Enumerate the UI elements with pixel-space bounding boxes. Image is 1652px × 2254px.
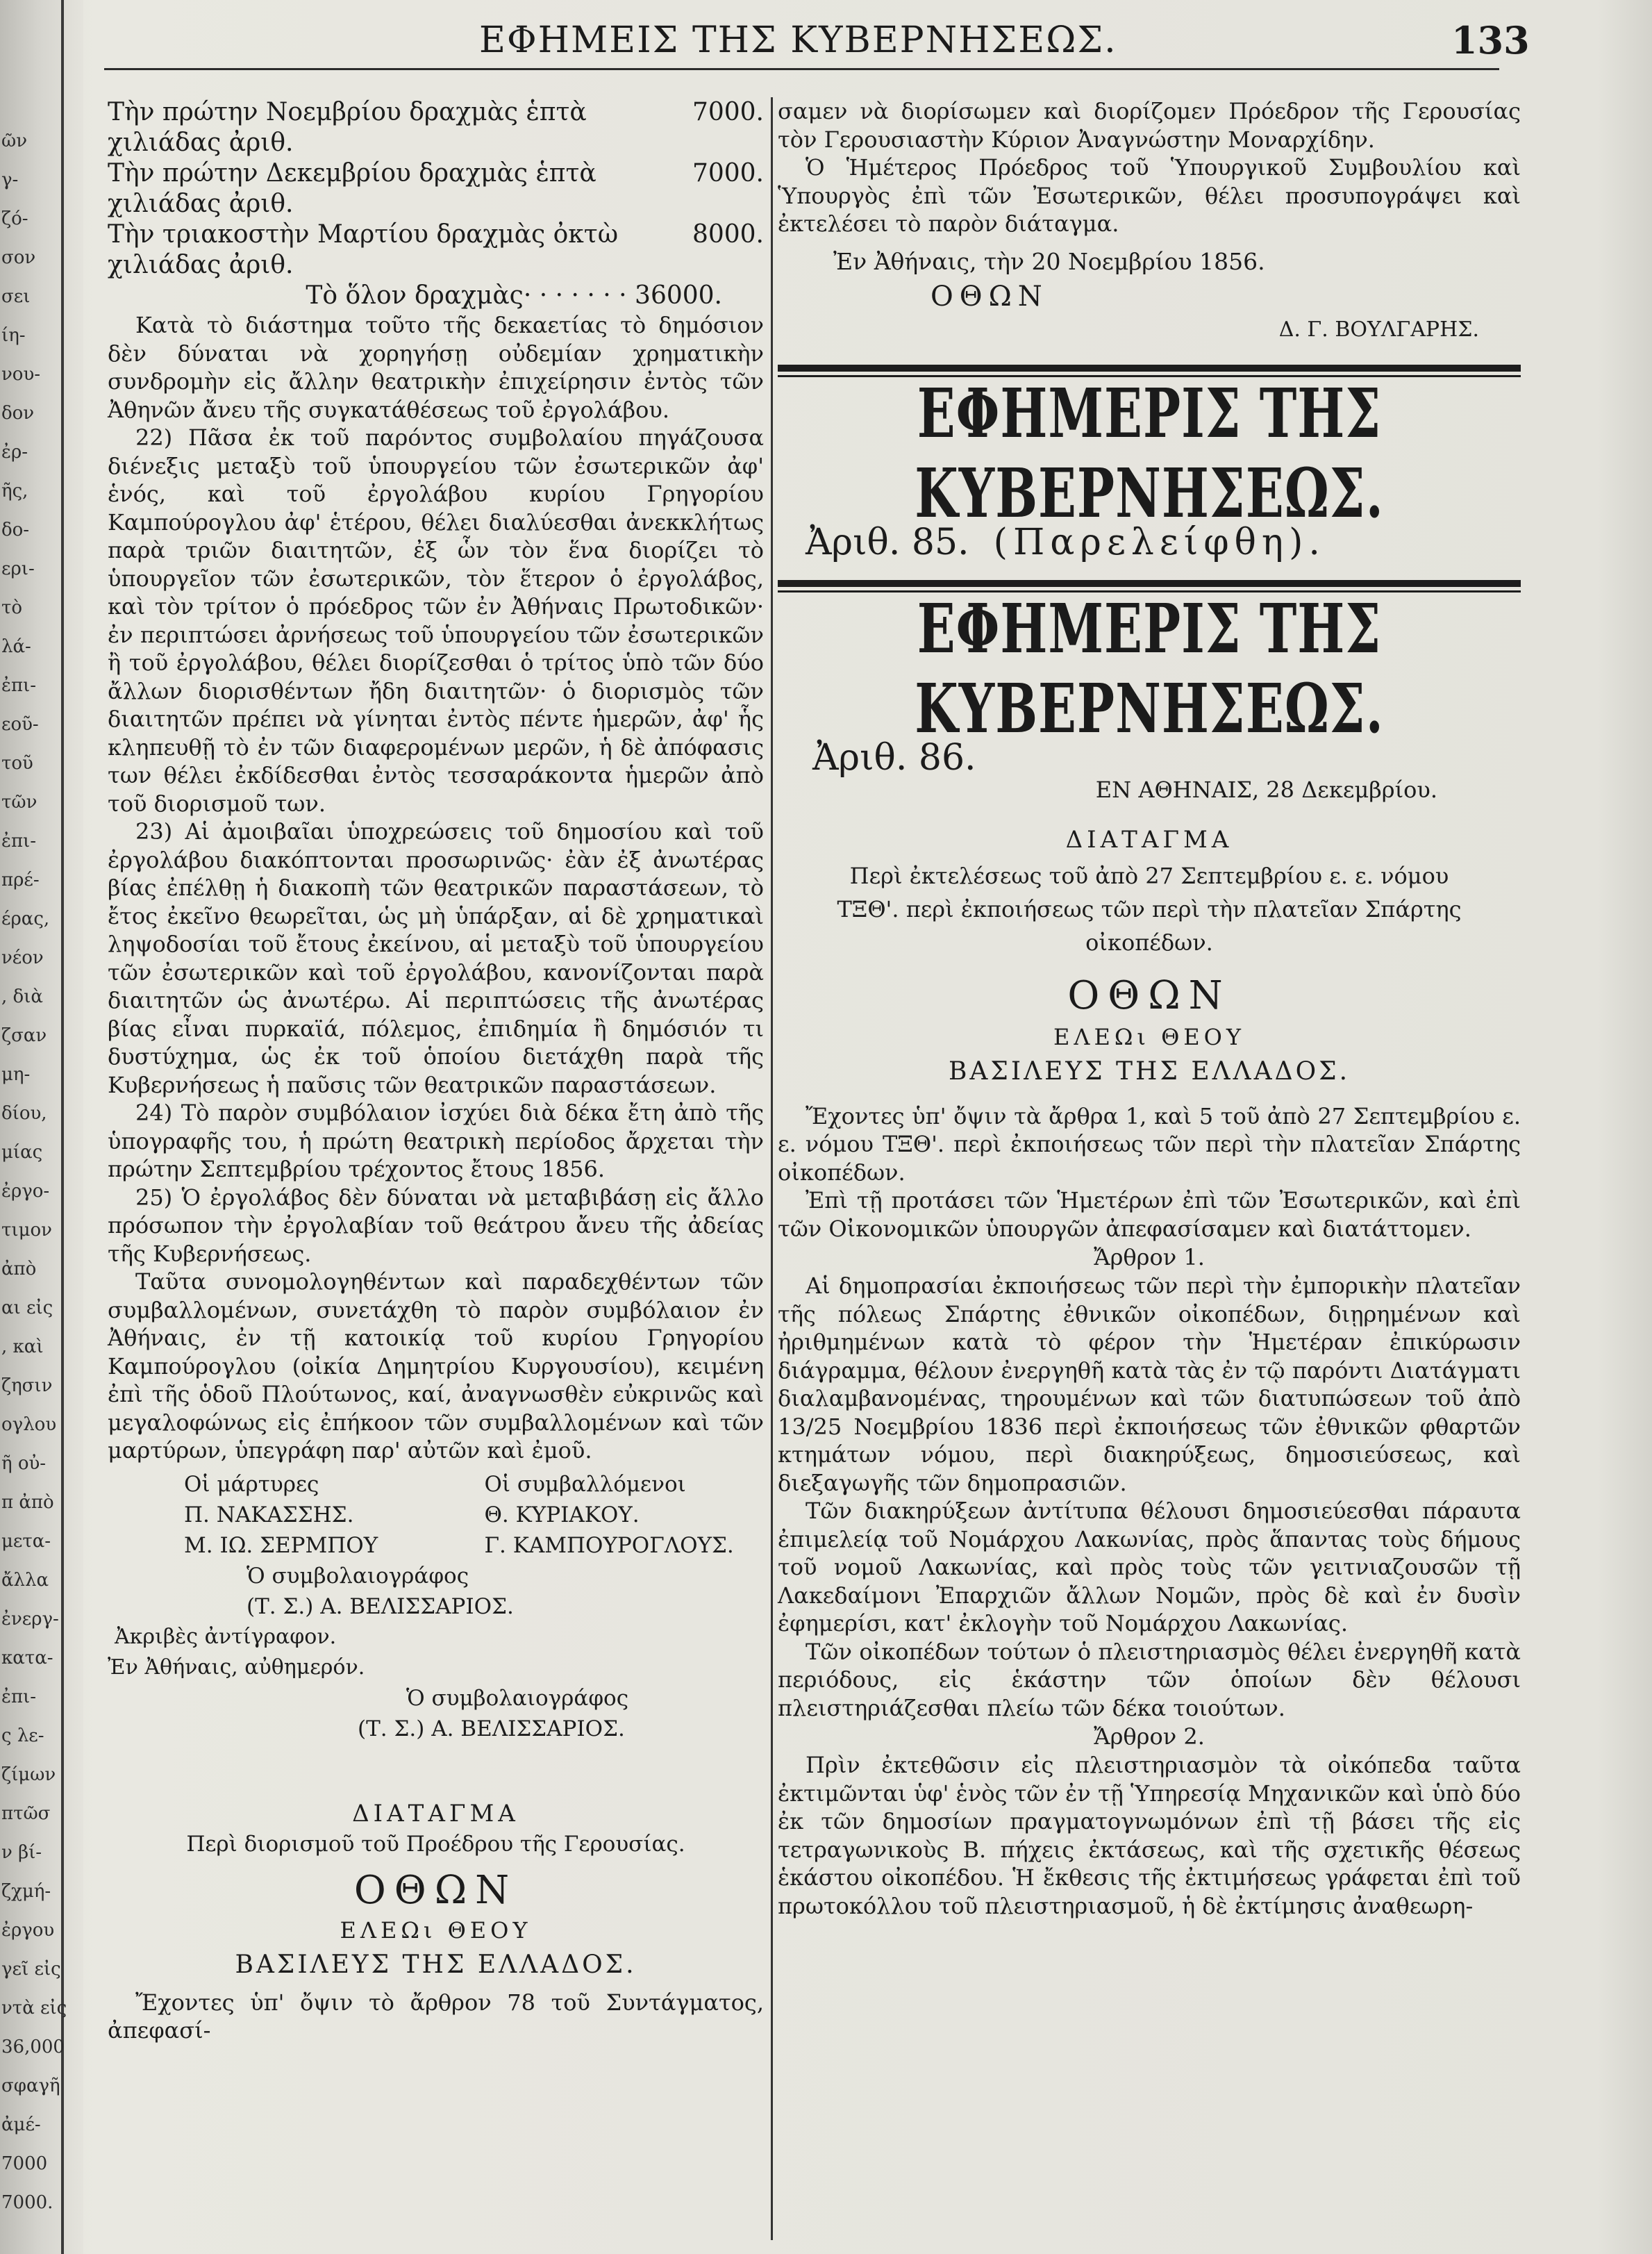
decree-text-start: Ἔχοντες ὑπ' ὄψιν τὸ ἄρθρον 78 τοῦ Συντάγματος, ἀπεφασί- bbox=[108, 1989, 764, 2044]
payment-amount: 7000. bbox=[692, 98, 764, 126]
issue-omitted-note: (Παρελείφθη). bbox=[993, 521, 1326, 563]
spine-fragment: ἀπὸ bbox=[1, 1259, 37, 1279]
spine-fragment: 7000. bbox=[1, 2192, 53, 2213]
article-1-paragraph: Τῶν οἰκοπέδων τούτων ὁ πλειστηριασμὸς θέλει ἐνεργηθῆ κατὰ περιόδους, εἰς ἑκάστην τῶν ὁποίων δὲν θέλουσι πλειστηριάζεσθαι πλείω τῶν δέκα τοιούτων. bbox=[778, 1638, 1521, 1721]
spine-fragment: μετα- bbox=[1, 1531, 51, 1552]
notary-label: Ὁ συμβολαιογράφος bbox=[247, 1563, 469, 1589]
spine-fragment: ἐργου bbox=[1, 1920, 55, 1941]
by-grace-of-god: ΕΛΕΩι ΘΕΟΥ bbox=[340, 1916, 532, 1944]
minister-clause: Ὁ Ἡμέτερος Πρόεδρος τοῦ Ὑπουργικοῦ Συμβουλίου καὶ Ὑπουργὸς ἐπὶ τῶν Ἐσωτερικῶν, θέλει προσυπογράψει καὶ ἐκτελέσει τὸ παρὸν διάταγμα. bbox=[778, 154, 1521, 237]
payment-label: Τὴν τριακοστὴν Μαρτίου δραχμὰς ὀκτὼ χιλιάδας ἀριθ. bbox=[108, 220, 619, 279]
party-name: Θ. ΚΥΡΙΑΚΟΥ. bbox=[484, 1502, 640, 1527]
king-signature: ΟΘΩΝ bbox=[931, 280, 1049, 313]
spine-fragment: ῆς, bbox=[1, 481, 28, 502]
countersignature: Δ. Γ. ΒΟΥΛΓΑΡΗΣ. bbox=[1278, 317, 1479, 342]
payment-total: Τὸ ὅλον δραχμὰς· · · · · · · 36000. bbox=[306, 281, 722, 310]
spine-fragment: ἐπι- bbox=[1, 1687, 37, 1707]
header-rule bbox=[104, 68, 1499, 70]
king-name: ΟΘΩΝ bbox=[1067, 972, 1231, 1018]
spine-fragment: ἐνεργ- bbox=[1, 1609, 59, 1630]
payment-label: Τὴν πρώτην Δεκεμβρίου δραχμὰς ἑπτὰ χιλιάδας ἀριθ. bbox=[108, 159, 596, 218]
witness-name: Μ. ΙΩ. ΣΕΡΜΠΟΥ bbox=[184, 1532, 378, 1558]
payment-row bbox=[108, 219, 764, 281]
decree-proposal: Ἐπὶ τῇ προτάσει τῶν Ἡμετέρων ἐπὶ τῶν Ἐσωτερικῶν, καὶ ἐπὶ τῶν Οἰκονομικῶν ὑπουργῶν ἀπεφασίσαμεν καὶ διατάττομεν. bbox=[778, 1187, 1521, 1242]
by-grace-of-god: ΕΛΕΩι ΘΕΟΥ bbox=[1053, 1023, 1246, 1050]
spine-fragment: δο- bbox=[1, 520, 30, 540]
spine-fragment: γ- bbox=[1, 169, 19, 190]
party-name: Γ. ΚΑΜΠΟΥΡΟΓΛΟΥΣ. bbox=[484, 1532, 734, 1558]
spine-fragment: ίη- bbox=[1, 325, 26, 346]
signatures bbox=[108, 1469, 764, 1561]
spine-fragment: μη- bbox=[1, 1064, 31, 1085]
spine-fragment: ῆ οὐ- bbox=[1, 1453, 47, 1474]
spine-fragment: δίου, bbox=[1, 1103, 47, 1124]
article-heading: Ἄρθρον 2. bbox=[1094, 1723, 1205, 1750]
spine-fragment: νου- bbox=[1, 364, 41, 385]
spine-fragment: σον bbox=[1, 247, 36, 268]
paragraph-article-24: 24) Τὸ παρὸν συμβόλαιον ἰσχύει διὰ δέκα ἔτη ἀπὸ τῆς ὑπογραφῆς του, ἡ πρώτη θεατρικὴ περίοδος ἄρχεται τὴν πρώτην Σεπτεμβρίου τρέχοντος ἔτους 1856. bbox=[108, 1100, 764, 1182]
spine-fragment: μίας bbox=[1, 1142, 43, 1163]
article-1-paragraph: Τῶν διακηρύξεων ἀντίτυπα θέλουσι δημοσιεύεσθαι πάραυτα ἐπιμελείᾳ τοῦ Νομάρχου Λακωνίας, πρὸς ἅπαντας τοὺς δήμους τοῦ νομοῦ Λακωνίας, καὶ πρὸς τοὺς τῶν γειτνιαζουσῶν τῇ Λακεδαίμονι Ἐπαρχιῶν ἄλλων Νομῶν, πρὸς δὲ καὶ ἐν δυσὶν ἐφημερίσι, κατ' ἐκλογὴν τοῦ Νομάρχου Λακωνίας. bbox=[778, 1498, 1521, 1636]
decree-subject: Περὶ διορισμοῦ τοῦ Προέδρου τῆς Γερουσίας. bbox=[186, 1831, 685, 1857]
paragraph-closing: Ταῦτα συνομολογηθέντων καὶ παραδεχθέντων τῶν συμβαλλομένων, συνετάχθη τὸ παρὸν συμβόλαιον ἐν Ἀθήναις, ἐν τῇ κατοικίᾳ τοῦ κυρίου Γρηγορίου Καμπούρογλου (οἰκία Δημητρίου Κυργουσίου), κειμένη ἐπὶ τῆς ὁδοῦ Πλούτωνος, καί, ἀναγνωσθὲν εὐκρινῶς καὶ μεγαλοφώνως εἰς ἐπήκοον τῶν συμβαλλομένων καὶ τῶν μαρτύρων, ὑπεγράφη παρ' αὐτῶν καὶ ἐμοῦ. bbox=[108, 1268, 764, 1464]
spine-fragment: ς λε- bbox=[1, 1725, 44, 1746]
payment-amount: 8000. bbox=[692, 220, 764, 249]
payment-label: Τὴν πρώτην Νοεμβρίου δραχμὰς ἑπτὰ χιλιάδας ἀριθ. bbox=[108, 98, 587, 157]
spine-fragment: νέον bbox=[1, 947, 44, 968]
spine-fragment: ἐργο- bbox=[1, 1181, 50, 1202]
issue-date: ΕΝ ΑΘΗΝΑΙΣ, 28 Δεκεμβρίου. bbox=[1095, 776, 1437, 803]
right-column bbox=[778, 97, 1521, 1920]
payment-row bbox=[108, 158, 764, 219]
decree-preamble: Ἔχοντες ὑπ' ὄψιν τὰ ἄρθρα 1, καὶ 5 τοῦ ἀπὸ 27 Σεπτεμβρίου ε. ε. νόμου ΤΞΘ'. περὶ ἐκποιήσεως τῶν περὶ τὴν πλατεῖαν Σπάρτης οἰκοπέδων. bbox=[778, 1102, 1521, 1186]
spine-fragment: 36,000 bbox=[1, 2037, 65, 2057]
spine-fragment: ἐπι- bbox=[1, 831, 37, 852]
witnesses-label: Οἱ μάρτυρες bbox=[184, 1471, 319, 1497]
paragraph-article-25: 25) Ὁ ἐργολάβος δὲν δύναται νὰ μεταβιβάσῃ εἰς ἄλλο πρόσωπον τὴν ἐργολαβίαν τοῦ θεάτρου ἄνευ τῆς ἀδείας τῆς Κυβερνήσεως. bbox=[108, 1184, 764, 1267]
notary-signature: (Τ. Σ.) Α. ΒΕΛΙΣΣΑΡΙΟΣ. bbox=[247, 1593, 514, 1619]
adjacent-page-edge bbox=[0, 0, 83, 2254]
decree-title: ΔΙΑΤΑΓΜΑ bbox=[352, 1799, 519, 1828]
spine-fragment: λά- bbox=[1, 636, 31, 657]
spine-fragment: ερι- bbox=[1, 558, 35, 579]
issue-number: Ἀριθ. 86. bbox=[812, 736, 976, 779]
masthead-issue-86: ΕΦΗΜΕΡΙΣ ΤΗΣ ΚΥΒΕΡΝΗΣΕΩΣ. bbox=[915, 588, 1384, 748]
spine-fragment: τιμον bbox=[1, 1220, 52, 1241]
notary-label: Ὁ συμβολαιογράφος bbox=[406, 1685, 629, 1711]
kingdom-title: ΒΑΣΙΛΕΥΣ ΤΗΣ ΕΛΛΑΔΟΣ. bbox=[235, 1950, 637, 1979]
spine-fragment: γεῖ εἰς bbox=[1, 1959, 61, 1980]
spine-fragment: έρας, bbox=[1, 909, 50, 929]
spine-fragment: 7000 bbox=[1, 2153, 48, 2174]
payment-schedule bbox=[108, 97, 764, 311]
spine-fragment: αι εἰς bbox=[1, 1298, 53, 1318]
spine-fragment: πρέ- bbox=[1, 870, 40, 890]
decree-text-continued: σαμεν νὰ διορίσωμεν καὶ διορίζομεν Πρόεδρον τῆς Γερουσίας τὸν Γερουσιαστὴν Κύριον Ἀναγνώστην Μοναρχίδην. bbox=[778, 98, 1521, 153]
article-heading: Ἄρθρον 1. bbox=[1094, 1244, 1205, 1270]
spine-fragment: , καὶ bbox=[1, 1336, 44, 1357]
spine-fragment: ζησιν bbox=[1, 1375, 53, 1396]
kingdom-title: ΒΑΣΙΛΕΥΣ ΤΗΣ ΕΛΛΑΔΟΣ. bbox=[948, 1056, 1351, 1086]
spine-fragment: τῶν bbox=[1, 792, 37, 813]
page-number: 133 bbox=[1451, 18, 1530, 63]
true-copy-note: Ἀκριβὲς ἀντίγραφον. bbox=[115, 1624, 337, 1649]
payment-amount: 7000. bbox=[692, 159, 764, 188]
spine-fragment: ῶν bbox=[1, 131, 28, 151]
spine-fragment: ἐπι- bbox=[1, 675, 37, 696]
spine-fragment: σει bbox=[1, 286, 31, 307]
spine-fragment: , διὰ bbox=[1, 986, 43, 1007]
article-2-paragraph: Πρὶν ἐκτεθῶσιν εἰς πλειστηριασμὸν τὰ οἰκόπεδα ταῦτα ἐκτιμῶνται ὑφ' ἑνὸς τῶν ἐν τῇ Ὑπηρεσίᾳ Μηχανικῶν καὶ ὑπὸ δύο ἐκ τῶν δημοσίων πραγματογνωμόνων ἐπὶ τῇ βάσει τῆς εἰς τετραγωνικοὺς Β. πήχεις ἐκτάσεως, καὶ τῆς σχετικῆς θέσεως ἑκάστου οἰκοπέδου. Ἡ ἔκθεσις τῆς ἐκτιμήσεως γράφεται ἐπὶ τοῦ πρωτοκόλλου τοῦ πλειστηριασμοῦ, ἡ δὲ ἐκτίμησις ἀναθεωρη- bbox=[778, 1752, 1521, 1919]
spine-fragment: ἄλλα bbox=[1, 1570, 49, 1591]
running-head: ΕΦΗΜΕΙΣ ΤΗΣ ΚΥΒΕΡΝΗΣΕΩΣ. bbox=[479, 19, 1117, 61]
payment-row bbox=[108, 97, 764, 158]
issue-number: Ἀριθ. 85. bbox=[806, 521, 969, 563]
spine-fragment: τὸ bbox=[1, 597, 23, 618]
true-copy-place: Ἐν Ἀθήναις, αὐθημερόν. bbox=[108, 1655, 365, 1680]
witness-name: Π. ΝΑΚΑΣΣΗΣ. bbox=[184, 1502, 354, 1527]
spine-fragment: ντὰ εἰς bbox=[1, 1998, 67, 2019]
spine-fragment: π ἀπὸ bbox=[1, 1492, 54, 1513]
masthead-rule-top bbox=[778, 365, 1521, 372]
spine-fragment: δον bbox=[1, 403, 35, 424]
spine-fragment: ἐρ- bbox=[1, 442, 28, 463]
spine-fragment: κατα- bbox=[1, 1648, 53, 1668]
spine-fragment: ζίμων bbox=[1, 1764, 56, 1785]
paragraph-exclusivity: Κατὰ τὸ διάστημα τοῦτο τῆς δεκαετίας τὸ δημόσιον δὲν δύναται νὰ χορηγήσῃ οὐδεμίαν χρηματικὴν συνδρομὴν εἰς ἄλλην θεατρικὴν ἐπιχείρησιν ἐντὸς τῶν Ἀθηνῶν ἄνευ τῆς συγκατάθέσεως τοῦ ἐργολάβου. bbox=[108, 312, 764, 423]
spine-fragment: ν βί- bbox=[1, 1842, 42, 1863]
decree-title: ΔΙΑΤΑΓΜΑ bbox=[1065, 825, 1233, 854]
spine-fragment: ἀμέ- bbox=[1, 2114, 41, 2135]
spine-fragment: ζσαν bbox=[1, 1025, 47, 1046]
spine-fragment: πτῶσ bbox=[1, 1803, 51, 1824]
column-divider bbox=[771, 97, 773, 2240]
parties-label: Οἱ συμβαλλόμενοι bbox=[484, 1471, 686, 1497]
spine-fragment: σφαγῆ bbox=[1, 2075, 60, 2096]
spine-fragment: τοῦ bbox=[1, 753, 33, 774]
binding-rule bbox=[61, 0, 64, 2254]
decree-date: Ἐν Ἀθήναις, τὴν 20 Νοεμβρίου 1856. bbox=[833, 247, 1265, 275]
paragraph-article-22: 22) Πᾶσα ἐκ τοῦ παρόντος συμβολαίου πηγάζουσα διένεξις μεταξὺ τοῦ ὑπουργείου τῶν ἐσωτερικῶν ἀφ' ἑνός, καὶ τοῦ ἐργολάβου κυρίου Γρηγορίου Καμπούρογλου ἀφ' ἑτέρου, θέλει διαλύεσθαι ἀνεκκλήτως παρὰ τριῶν διαιτητῶν, ἐξ ὧν τὸν ἕνα διορίζει τὸ ὑπουργεῖον τῶν ἐσωτερικῶν, τὸν ἕτερον ὁ ἐργολάβος, καὶ τὸν τρίτον ὁ πρόεδρος τῶν ἐν Ἀθήναις Πρωτοδικῶν· ἐν περιπτώσει ἀρνήσεως τοῦ ὑπουργείου τῶν ἐσωτερικῶν ἢ τοῦ ἐργολάβου, θέλει διορίζεσθαι ὁ τρίτος ὑπὸ τῶν δύο ἄλλων διορισθέντων ἤδη διαιτητῶν· ὁ διορισμὸς τῶν διαιτητῶν πρέπει νὰ γίνηται ἐντὸς πέντε ἡμερῶν, ἀφ' ἧς κληπευθῇ τὸ ἐν τῶν διαφερομένων μερῶν, ἡ δὲ ἀπόφασις των θέλει ἐκδίδεσθαι ἐντὸς τεσσαράκοντα ἡμερῶν ἀπὸ τοῦ διορισμοῦ των. bbox=[108, 424, 764, 817]
spine-fragment: εοῦ- bbox=[1, 714, 39, 735]
article-1-paragraph: Αἱ δημοπρασίαι ἐκποιήσεως τῶν περὶ τὴν ἐμπορικὴν πλατεῖαν τῆς πόλεως Σπάρτης ἐθνικῶν οἰκοπέδων, διῃρημένων καὶ ἠριθμημένων κατὰ τὸ φέρον τὴν Ἡμετέραν ἐπικύρωσιν διάγραμμα, θέλουν ἐνεργηθῆ κατὰ τὰς ἐν τῷ παρόντι Διατάγματι διαλαμβανομένας, τηρουμένων καὶ τῶν διατυπώσεων τοῦ ἀπὸ 13/25 Νοεμβρίου 1836 περὶ ἐκποιήσεως τῶν ἐθνικῶν φθαρτῶν κτημάτων νόμου, περὶ διακηρύξεως, δημοσιεύσεως, καὶ διεξαγωγῆς τῶν δημοπρασιῶν. bbox=[778, 1273, 1521, 1496]
spine-fragment: ζχμή- bbox=[1, 1881, 51, 1902]
spine-fragment: ογλου bbox=[1, 1414, 57, 1435]
masthead-issue-85: ΕΦΗΜΕΡΙΣ ΤΗΣ ΚΥΒΕΡΝΗΣΕΩΣ. bbox=[915, 372, 1384, 533]
masthead-rule-top bbox=[778, 580, 1521, 587]
king-name: ΟΘΩΝ bbox=[353, 1867, 518, 1913]
spine-fragment: ζό- bbox=[1, 208, 28, 229]
paragraph-article-23: 23) Αἱ ἀμοιβαῖαι ὑποχρεώσεις τοῦ δημοσίου καὶ τοῦ ἐργολάβου διακόπτονται προσωρινῶς· ἐὰν ἐξ ἀνωτέρας βίας ἐπέλθῃ ἡ διακοπὴ τῶν θεατρικῶν παραστάσεων, τὸ ἔτος ἐκεῖνο θεωρεῖται, ὡς μὴ ὑπάρξαν, αἱ δὲ χρηματικαὶ ληψοδοσίαι τοῦ ἔτους ἐκείνου, αἱ μεταξὺ τοῦ ὑπουργείου τῶν ἐσωτερικῶν καὶ τοῦ ἐργολάβου, κανονίζονται παρὰ διαιτητῶν ὡς ἀνωτέρω. Αἱ περιπτώσεις τῆς ἀνωτέρας βίας εἶναι πυρκαϊά, πόλεμος, ἐπιδημία ἢ δημόσιόν τι δυστύχημα, ὡς ἐκ τοῦ ὁποίου διετάχθη παρὰ τῆς Κυβερνήσεως ἡ παῦσις τῶν θεατρικῶν παραστάσεων. bbox=[108, 818, 764, 1098]
decree-subject: Περὶ ἐκτελέσεως τοῦ ἀπὸ 27 Σεπτεμβρίου ε. ε. νόμου ΤΞΘ'. περὶ ἐκποιήσεως τῶν περὶ τὴν πλατεῖαν Σπάρτης οἰκοπέδων. bbox=[837, 862, 1462, 956]
notary-signature: (Τ. Σ.) Α. ΒΕΛΙΣΣΑΡΙΟΣ. bbox=[358, 1716, 625, 1741]
left-column bbox=[108, 97, 764, 2045]
